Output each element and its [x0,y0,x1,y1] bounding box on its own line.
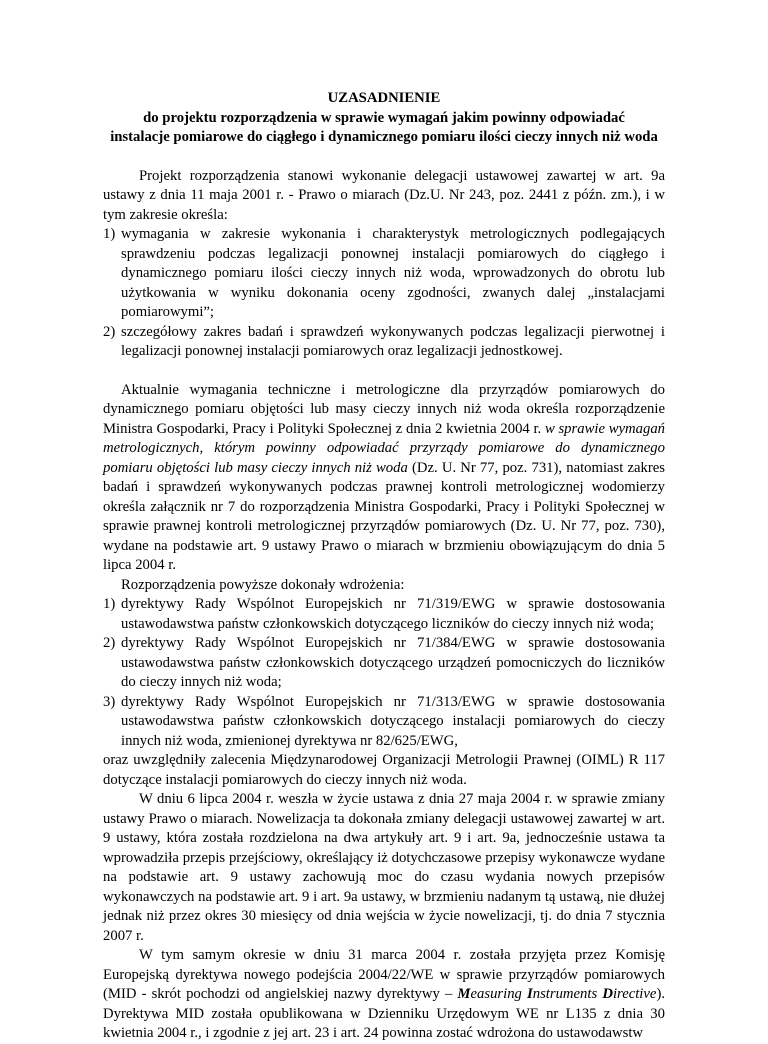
list-item [103,693,665,752]
regulation-title-italic: w sprawie wymagań metrologicznych, którym powinny odpowiadać przyrządy pomiarowe do dynamicznego pomiaru objętości lub masy cieczy innych niż woda [103,420,666,476]
list-item-text: szczegółowy zakres badań i sprawdzeń wykonywanych podczas legalizacji pierwotnej i legalizacji ponownej instalacji pomiarowych oraz legalizacji jednostkowej. [121,323,665,359]
list-item-number: 2) [103,635,116,651]
list-item [103,323,665,362]
list-item [103,225,665,323]
mid-directive-paragraph: W tym samym okresie w dniu 31 marca 2004 r. została przyjęta przez Komisję Europejską dyrektywa nowego podejścia 2004/22/WE w sprawie przyrządów pomiarowych (MID - skrót pochodzi od angielskiej nazwy dyrektywy – Measuring Instruments Directive). Dyrektywa MID została opublikowana w Dzienniku Urzędowym WE nr L135 z dnia 30 kwietnia 2004 r., i zgodnie z jej art. 23 i art. 24 powinna zostać wdrożona do ustawodawstw [103,947,666,1041]
list-item-number: 1) [103,226,116,242]
scope-list [103,225,665,362]
document-title: UZASADNIENIE [327,90,441,106]
list-item [103,634,665,693]
directives-list [103,595,665,751]
list-item-text: dyrektywy Rady Wspólnot Europejskich nr 71/313/EWG w sprawie dostosowania ustawodawstwa państw członkowskich dotyczącego instalacji pomiarowych do cieczy innych niż woda, zmienionej dyrektywa nr 82/625/EWG, [121,693,665,749]
list-item-text: wymagania w zakresie wykonania i charakterystyk metrologicznych podlegających sprawdzeniu podczas legalizacji ponownej instalacji pomiarowych do ciągłego i dynamicznego pomiaru ilości cieczy innych niż woda, wprowadzonych do obrotu lub użytkowania w wyniku dokonania oceny zgodności, zwanych dalej „instalacjami pomiarowymi”; [121,226,665,320]
list-item-number: 1) [103,596,116,612]
list-item-number: 3) [103,693,116,710]
current-requirements-paragraph: Aktualnie wymagania techniczne i metrologiczne dla przyrządów pomiarowych do dynamicznego pomiaru objętości lub masy cieczy innych niż woda określa rozporządzenie Ministra Gospodarki, Pracy i Polityki Społecznej z dnia 2 kwietnia 2004 r. w sprawie wymagań metrologicznych, którym powinny odpowiadać przyrządy pomiarowe do dynamicznego pomiaru objętości lub masy cieczy innych niż woda (Dz. U. Nr 77, poz. 731), natomiast zakres badań i sprawdzeń wykonywanych podczas prawnej kontroli metrologicznej wodomierzy określa załącznik nr 7 do rozporządzenia Ministra Gospodarki, Pracy i Polityki Społecznej w sprawie prawnej kontroli metrologicznej przyrządów pomiarowych (Dz. U. Nr 77, poz. 730), wydane na podstawie art. 9 ustawy Prawo o miarach w brzmieniu obowiązującym do dnia 5 lipca 2004 r. [103,381,666,573]
amendment-paragraph: W dniu 6 lipca 2004 r. weszła w życie ustawa z dnia 27 maja 2004 r. w sprawie zmiany ustawy Prawo o miarach. Nowelizacja ta dokonała zmiany delegacji ustawowej zawartej w art. 9 ustawy, która została rozdzielona na dwa artykuły art. 9 i art. 9a, jednocześnie ustawa ta wprowadziła przepis przejściowy, określający iż dotychczasowe przepisy wykonawcze wydane na podstawie art. 9 ustawy zachowują moc do czasu wydania nowych przepisów wykonawczych na podstawie art. 9 i art. 9a ustawy, w brzmieniu nadanym tą ustawą, nie dłużej jednak niż przez okres 30 miesięcy od dnia wejścia w życie nowelizacji, tj. do dnia 7 stycznia 2007 r. [103,791,665,944]
document-subtitle-line-2: instalacje pomiarowe do ciągłego i dynamicznego pomiaru ilości cieczy innych niż woda [110,129,658,145]
implementation-intro: Rozporządzenia powyższe dokonały wdrożenia: [121,576,405,593]
list-item [103,595,665,634]
document-subtitle-line-1: do projektu rozporządzenia w sprawie wymagań jakim powinny odpowiadać [143,109,625,126]
document-page [103,89,665,1044]
list-item-text: dyrektywy Rady Wspólnot Europejskich nr 71/384/EWG w sprawie dostosowania ustawodawstwa państw członkowskich dotyczącego urządzeń pomocniczych do liczników do cieczy innych niż woda; [121,635,665,690]
intro-paragraph: Projekt rozporządzenia stanowi wykonanie delegacji ustawowej zawartej w art. 9a ustawy z dnia 11 maja 2001 r. - Prawo o miarach (Dz.U. Nr 243, poz. 2441 z późn. zm.), i w tym zakresie określa: [103,167,665,223]
list-item-number: 2) [103,323,116,340]
oiml-paragraph: oraz uwzględniły zalecenia Międzynarodowej Organizacji Metrologii Prawnej (OIML) R 117 dotyczące instalacji pomiarowych do cieczy innych niż woda. [103,752,665,788]
list-item-text: dyrektywy Rady Wspólnot Europejskich nr 71/319/EWG w sprawie dostosowania ustawodawstwa państw członkowskich dotyczącego liczników do cieczy innych niż woda; [121,596,665,632]
